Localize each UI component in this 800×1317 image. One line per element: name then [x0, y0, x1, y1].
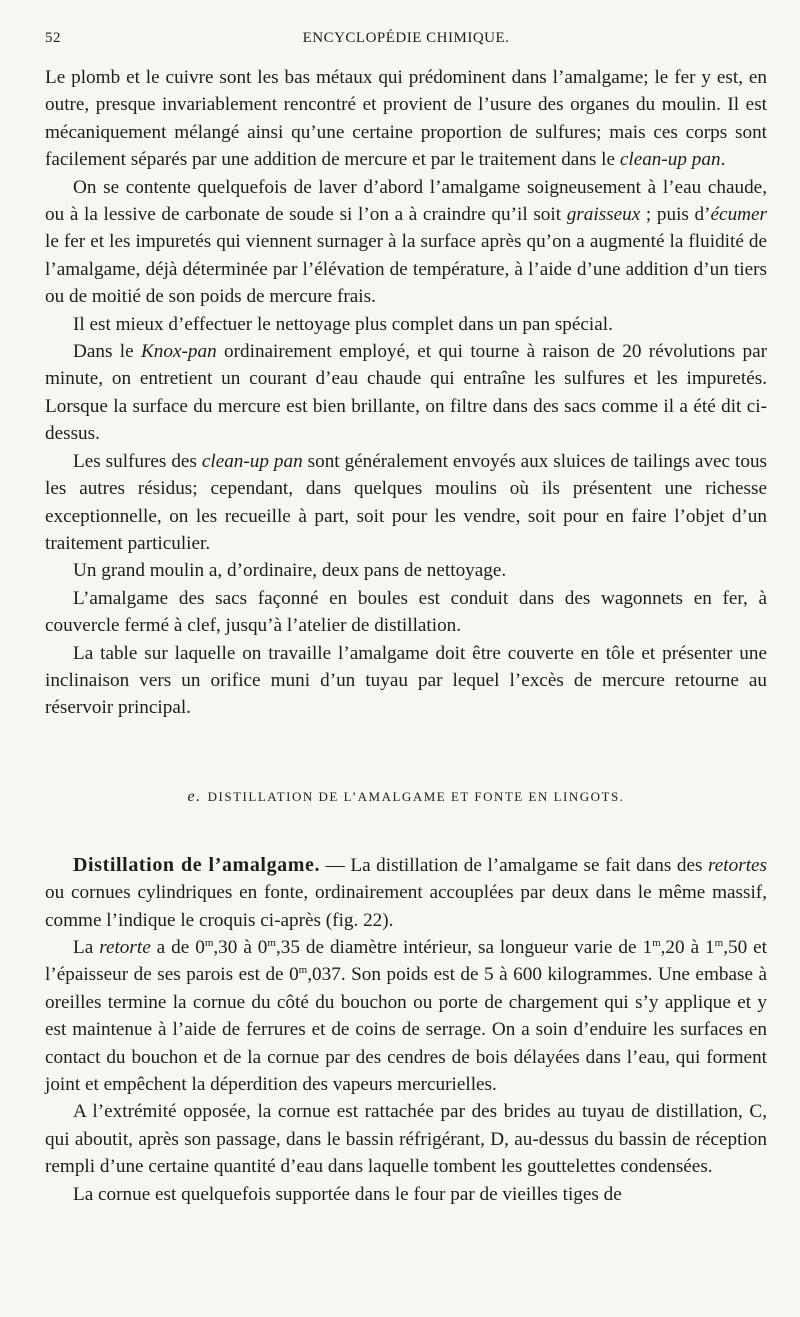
text-run: Les sulfures des: [73, 450, 202, 472]
paragraph-7: L’amalgame des sacs façonné en boules est conduit dans des wagonnets en fer, à couvercle fermé à clef, jusqu’à l’atelier de distillation.: [45, 587, 767, 637]
paragraph-4: [45, 338, 767, 448]
text-run: ,35 de diamètre intérieur, sa longueur varie de 1: [275, 936, 653, 958]
page-number: 52: [45, 30, 61, 46]
text-run: Dans le: [73, 341, 141, 363]
text-run: le fer et les impuretés qui viennent surnager à la surface après qu’on a augmenté la fluidité de l’amalgame, déjà déterminée par l’élévation de température, à l’aide d’une addition d’un tiers ou de moitié de son poids de mercure frais.: [45, 231, 767, 308]
text-run: La: [73, 936, 100, 958]
italic-term: Knox-pan: [141, 341, 217, 363]
paragraph-3: Il est mieux d’effectuer le nettoyage plus complet dans un pan spécial.: [73, 313, 613, 335]
section-letter: e.: [187, 787, 202, 805]
paragraph-2: [45, 174, 767, 311]
paragraph-12: La cornue est quelquefois supportée dans le four par de vieilles tiges de: [73, 1183, 622, 1205]
text-run: sont généralement envoyés aux sluices de tailings avec tous les autres résidus; cependant, dans quelques moulins où ils présentent une richesse exceptionnelle, on les recueille à part, soit pour les vendre, soit pour en faire l’objet d’un traitement particulier.: [45, 450, 767, 554]
italic-term: clean-up pan: [619, 149, 721, 171]
unit-superscript: m: [267, 936, 276, 949]
unit-superscript: m: [714, 936, 724, 949]
text-run: ordinairement employé, et qui tourne à raison de 20 révolutions par minute, on entretient un courant d’eau chaude qui entraîne les sulfures et les impuretés. Lorsque la surface du mercure est bien brillante, on filtre dans des sacs comme il a été dit ci-dessus.: [45, 341, 767, 445]
text-run: On se contente quelquefois de laver d’abord l’amalgame soigneusement à l’eau chaude, ou à la lessive de carbonate de soude si l’on a à craindre qu’il soit: [45, 176, 767, 226]
section-heading: [45, 787, 767, 807]
unit-superscript: m: [204, 936, 214, 949]
page-body: [45, 64, 767, 1208]
paragraph-6: Un grand moulin a, d’ordinaire, deux pans de nettoyage.: [73, 560, 507, 582]
text-run: ; puis d’: [640, 204, 711, 226]
unit-superscript: m: [298, 964, 308, 977]
unit-superscript: m: [652, 936, 661, 949]
text-run: ,037. Son poids est de 5 à 600 kilogrammes. Une embase à oreilles termine la cornue du côté du bouchon ou porte de chargement qui s’y applique et y est maintenue à l’aide de ferrures et de coins de serrage. On a soin d’enduire les surfaces en contact du bouchon et de la cornue par des cendres de bois délayées dans l’eau, qui forment joint et empêchent la déperdition des vapeurs mercurielles.: [45, 964, 768, 1095]
text-run: — La distillation de l’amalgame se fait dans des: [320, 854, 709, 876]
text-run: ,20 à 1: [660, 936, 715, 958]
running-title: ENCYCLOPÉDIE CHIMIQUE.: [302, 30, 510, 46]
paragraph-1: [45, 64, 767, 174]
run-in-heading: Distillation de l’amalgame.: [73, 853, 321, 876]
text-run: .: [720, 149, 726, 171]
italic-term: clean-up pan: [201, 450, 303, 472]
paragraph-5: [45, 448, 767, 558]
italic-term: écumer: [710, 204, 767, 226]
section-title-text: DISTILLATION DE L’AMALGAME ET FONTE EN LINGOTS.: [207, 788, 625, 804]
paragraph-11: A l’extrémité opposée, la cornue est rattachée par des brides au tuyau de distillation, C, qui aboutit, après son passage, dans le bassin réfrigérant, D, au-dessus du bassin de réception rempli d’une certaine quantité d’eau dans laquelle tombent les gouttelettes condensées.: [45, 1101, 767, 1178]
italic-term: graisseux: [566, 204, 641, 226]
text-run: a de 0: [150, 936, 205, 958]
paragraph-9: [45, 852, 767, 934]
page-header: [45, 30, 767, 56]
paragraph-8: La table sur laquelle on travaille l’amalgame doit être couverte en tôle et présenter une inclinaison vers un orifice muni d’un tuyau par lequel l’excès de mercure retourne au réservoir principal.: [45, 642, 767, 719]
text-run: ou cornues cylindriques en fonte, ordinairement accouplées par deux dans le même massif, comme l’indique le croquis ci-après (fig. 22).: [45, 882, 767, 931]
paragraph-10: [45, 934, 767, 1098]
text-run: Le plomb et le cuivre sont les bas métaux qui prédominent dans l’amalgame; le fer y est, en outre, presque invariablement rencontré et provient de l’usure des organes du moulin. Il est mécaniquement mélangé ainsi qu’une certaine proportion de sulfures; mais ces corps sont facilement séparés par une addition de mercure et par le traitement dans le: [45, 67, 767, 171]
text-run: ,50 et l’épaisseur de ses parois est de 0: [45, 936, 767, 986]
italic-term: retorte: [99, 936, 151, 958]
text-run: ,30 à 0: [213, 936, 268, 958]
italic-term: retortes: [708, 854, 768, 876]
